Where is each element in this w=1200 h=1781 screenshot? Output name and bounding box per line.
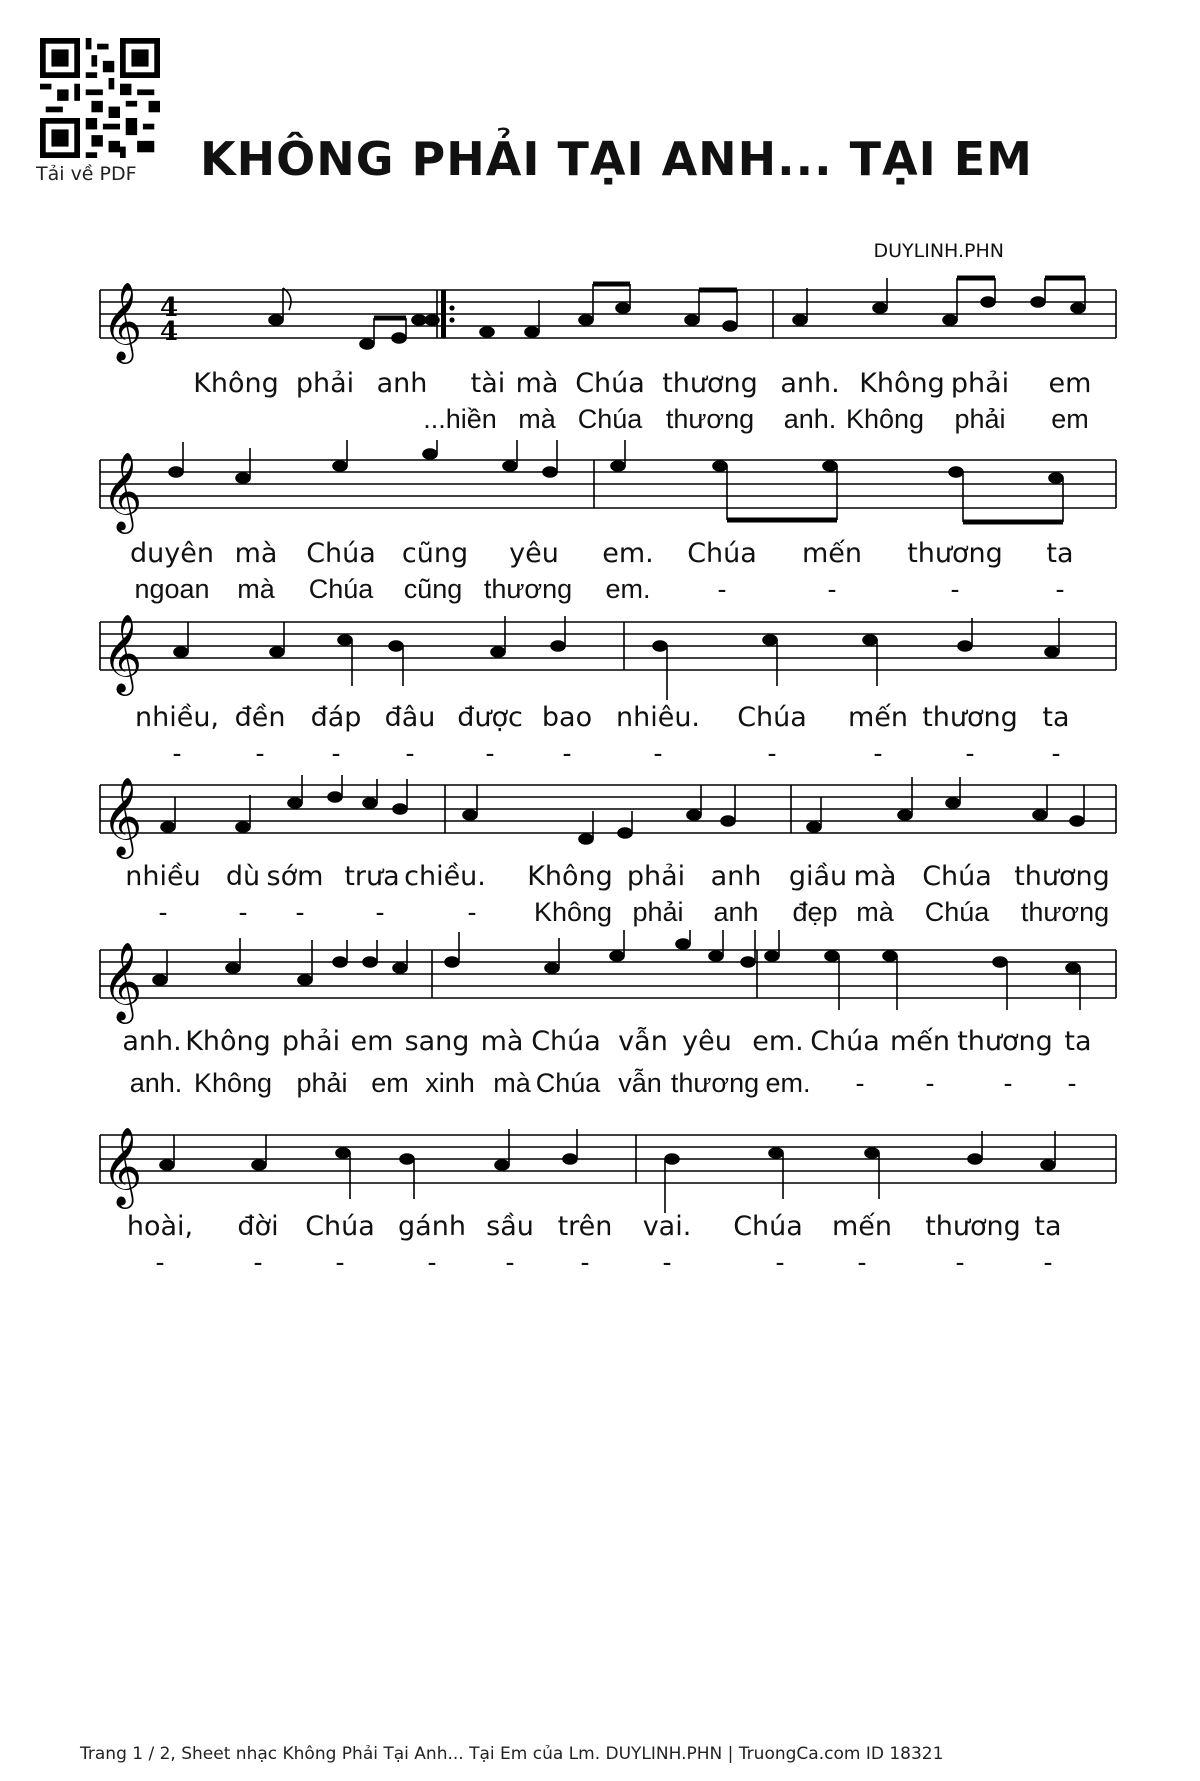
lyric-word: phải <box>950 368 1010 399</box>
lyric-word: trưa <box>344 861 400 892</box>
lyric-word: mến <box>831 1211 893 1242</box>
lyric-word: sớm <box>266 861 324 892</box>
treble-clef-icon: 𝄞 <box>102 452 143 531</box>
lyric-placeholder: - <box>1067 1068 1077 1098</box>
lyric-word: Chúa <box>733 1211 803 1242</box>
lyric-placeholder: - <box>467 897 477 927</box>
lyric-word: phải <box>626 861 686 892</box>
lyric-word: ...hiền <box>423 404 497 434</box>
lyric-word: ngoan <box>134 574 210 604</box>
lyric-word: đền <box>234 702 286 733</box>
lyric-word: yêu <box>509 538 559 569</box>
lyric-word: anh. <box>783 404 837 434</box>
lyric-word: dù <box>225 861 261 892</box>
lyric-word: - <box>1055 574 1065 604</box>
lyric-placeholder: - <box>427 1247 437 1277</box>
lyrics-verse2-system6 <box>0 1247 1200 1283</box>
lyric-word: Không <box>859 368 945 399</box>
lyric-word: nhiêu. <box>615 702 701 733</box>
lyric-word: Chúa <box>810 1026 880 1057</box>
lyric-word: - <box>717 574 727 604</box>
lyric-word: Chúa <box>577 404 643 434</box>
lyric-word: phải <box>281 1026 341 1057</box>
lyric-word: phải <box>954 404 1006 434</box>
treble-clef-icon: 𝄞 <box>102 282 143 361</box>
lyric-placeholder: - <box>1051 738 1061 768</box>
lyric-word: Chúa <box>535 1068 601 1098</box>
lyric-word: vẫn <box>618 1068 662 1098</box>
lyric-word: thương <box>957 1026 1053 1057</box>
lyric-word: thương <box>1020 897 1110 927</box>
lyrics-verse2-system5 <box>0 1068 1200 1104</box>
lyric-word: mà <box>856 897 894 927</box>
lyric-placeholder: - <box>662 1247 672 1277</box>
lyric-word: mà <box>493 1068 531 1098</box>
staff-4 <box>0 765 1200 875</box>
lyric-word: vai. <box>642 1211 692 1242</box>
lyric-word: thương <box>662 368 758 399</box>
lyric-word: phải <box>295 368 355 399</box>
lyric-placeholder: - <box>1043 1247 1053 1277</box>
lyric-word: Không <box>845 404 925 434</box>
lyric-word: Chúa <box>306 538 376 569</box>
lyric-word: Chúa <box>531 1026 601 1057</box>
lyric-word: anh. <box>129 1068 183 1098</box>
lyric-word: em <box>371 1068 409 1098</box>
lyric-word: đời <box>237 1211 279 1242</box>
lyric-placeholder: - <box>255 738 265 768</box>
staff-1 <box>0 270 1200 380</box>
treble-clef-icon: 𝄞 <box>102 942 143 1021</box>
lyric-word: sang <box>404 1026 470 1057</box>
lyric-placeholder: - <box>857 1247 867 1277</box>
lyric-word: ta <box>1046 538 1074 569</box>
lyrics-verse1-system4 <box>0 861 1200 897</box>
lyric-placeholder: - <box>855 1068 865 1098</box>
lyric-word: Chúa <box>687 538 757 569</box>
lyric-word: hoài, <box>126 1211 194 1242</box>
lyric-placeholder: - <box>295 897 305 927</box>
song-title: KHÔNG PHẢI TẠI ANH... TẠI EM <box>200 132 1033 186</box>
lyric-placeholder: - <box>405 738 415 768</box>
lyrics-verse1-system5 <box>0 1026 1200 1062</box>
lyric-word: anh. <box>122 1026 182 1057</box>
lyric-word: Chúa <box>922 861 992 892</box>
staff-3 <box>0 602 1200 712</box>
lyric-placeholder: - <box>172 738 182 768</box>
lyric-word: cũng <box>403 574 463 604</box>
time-sig-top: 4 <box>160 293 179 323</box>
lyric-word: thương <box>925 1211 1021 1242</box>
lyric-word: mà <box>518 404 556 434</box>
lyric-placeholder: - <box>505 1247 515 1277</box>
lyric-word: em. <box>605 574 651 604</box>
lyric-word: mến <box>847 702 909 733</box>
lyric-word: nhiều, <box>134 702 220 733</box>
lyric-placeholder: - <box>767 738 777 768</box>
lyrics-verse1-system1 <box>0 368 1200 404</box>
lyric-placeholder: - <box>485 738 495 768</box>
treble-clef-icon: 𝄞 <box>102 614 143 693</box>
lyric-word: mà <box>853 861 897 892</box>
lyrics-verse1-system6 <box>0 1211 1200 1247</box>
lyric-word: anh <box>713 897 759 927</box>
lyric-word: mà <box>480 1026 524 1057</box>
lyric-word: ta <box>1034 1211 1062 1242</box>
lyric-word: đáp <box>310 702 362 733</box>
lyric-placeholder: - <box>1003 1068 1013 1098</box>
lyric-word: thương <box>922 702 1018 733</box>
lyric-word: thương <box>907 538 1003 569</box>
lyric-placeholder: - <box>562 738 572 768</box>
staff-6 <box>0 1115 1200 1225</box>
lyric-word: chiều. <box>404 861 486 892</box>
lyric-word: trên <box>557 1211 613 1242</box>
lyric-word: em. <box>765 1068 811 1098</box>
lyric-word: em <box>1048 368 1092 399</box>
lyric-word: cũng <box>401 538 469 569</box>
lyric-word: gánh <box>398 1211 466 1242</box>
lyric-word: thương <box>670 1068 760 1098</box>
lyric-word: Không <box>185 1026 271 1057</box>
lyric-word: - <box>827 574 837 604</box>
lyric-word: - <box>950 574 960 604</box>
lyric-word: anh <box>710 861 762 892</box>
staff-2 <box>0 440 1200 550</box>
lyric-placeholder: - <box>253 1247 263 1277</box>
lyric-word: Chúa <box>575 368 645 399</box>
lyric-word: thương <box>1014 861 1110 892</box>
lyric-word: mà <box>234 538 278 569</box>
lyric-word: Không <box>527 861 613 892</box>
lyric-word: anh <box>376 368 428 399</box>
lyric-placeholder: - <box>925 1068 935 1098</box>
lyric-word: Chúa <box>924 897 990 927</box>
lyric-word: ta <box>1042 702 1070 733</box>
treble-clef-icon: 𝄞 <box>102 777 143 856</box>
lyric-word: thương <box>483 574 573 604</box>
lyric-word: giầu <box>788 861 848 892</box>
lyric-word: bao <box>541 702 593 733</box>
lyric-word: ta <box>1064 1026 1092 1057</box>
lyric-word: yêu <box>682 1026 732 1057</box>
lyric-word: em <box>1051 404 1089 434</box>
lyric-word: đẹp <box>792 897 838 927</box>
lyric-word: tài <box>470 368 506 399</box>
lyric-placeholder: - <box>331 738 341 768</box>
lyric-placeholder: - <box>238 897 248 927</box>
staff-5 <box>0 930 1200 1040</box>
time-sig-bottom: 4 <box>160 317 179 347</box>
lyric-placeholder: - <box>158 897 168 927</box>
lyric-word: mà <box>515 368 559 399</box>
lyric-placeholder: - <box>653 738 663 768</box>
lyrics-verse2-system4 <box>0 897 1200 933</box>
download-pdf-link[interactable]: Tải về PDF <box>36 163 137 185</box>
lyrics-verse2-system1 <box>0 404 1200 440</box>
lyric-word: mà <box>237 574 275 604</box>
lyric-word: duyên <box>130 538 214 569</box>
lyric-word: anh. <box>780 368 840 399</box>
lyric-word: thương <box>665 404 755 434</box>
lyric-placeholder: - <box>775 1247 785 1277</box>
lyric-word: em. <box>752 1026 804 1057</box>
lyric-word: đâu <box>384 702 436 733</box>
lyric-placeholder: - <box>335 1247 345 1277</box>
lyric-word: Chúa <box>305 1211 375 1242</box>
lyric-word: nhiều <box>125 861 201 892</box>
lyric-placeholder: - <box>155 1247 165 1277</box>
lyric-placeholder: - <box>955 1247 965 1277</box>
lyrics-verse1-system3 <box>0 702 1200 738</box>
lyric-word: Chúa <box>308 574 374 604</box>
lyric-placeholder: - <box>965 738 975 768</box>
lyric-word: Chúa <box>737 702 807 733</box>
lyric-placeholder: - <box>873 738 883 768</box>
lyric-word: em. <box>602 538 654 569</box>
lyric-word: phải <box>632 897 684 927</box>
lyric-word: mến <box>889 1026 951 1057</box>
qr-code-icon[interactable] <box>40 38 160 158</box>
lyric-word: xinh <box>425 1068 475 1098</box>
lyric-word: em <box>350 1026 394 1057</box>
lyric-word: mến <box>801 538 863 569</box>
lyric-word: vẫn <box>618 1026 668 1057</box>
treble-clef-icon: 𝄞 <box>102 1127 143 1206</box>
lyric-word: Không <box>533 897 613 927</box>
lyric-word: Không <box>193 1068 273 1098</box>
lyric-placeholder: - <box>580 1247 590 1277</box>
lyric-word: được <box>457 702 523 733</box>
lyrics-verse1-system2 <box>0 538 1200 574</box>
lyric-word: Không <box>193 368 279 399</box>
lyric-word: phải <box>296 1068 348 1098</box>
lyric-placeholder: - <box>375 897 385 927</box>
composer-name: DUYLINH.PHN <box>873 240 1004 262</box>
page-footer: Trang 1 / 2, Sheet nhạc Không Phải Tại Anh... Tại Em của Lm. DUYLINH.PHN | TruongCa.com ID 18321 <box>80 1744 944 1764</box>
lyric-word: sầu <box>486 1211 534 1242</box>
